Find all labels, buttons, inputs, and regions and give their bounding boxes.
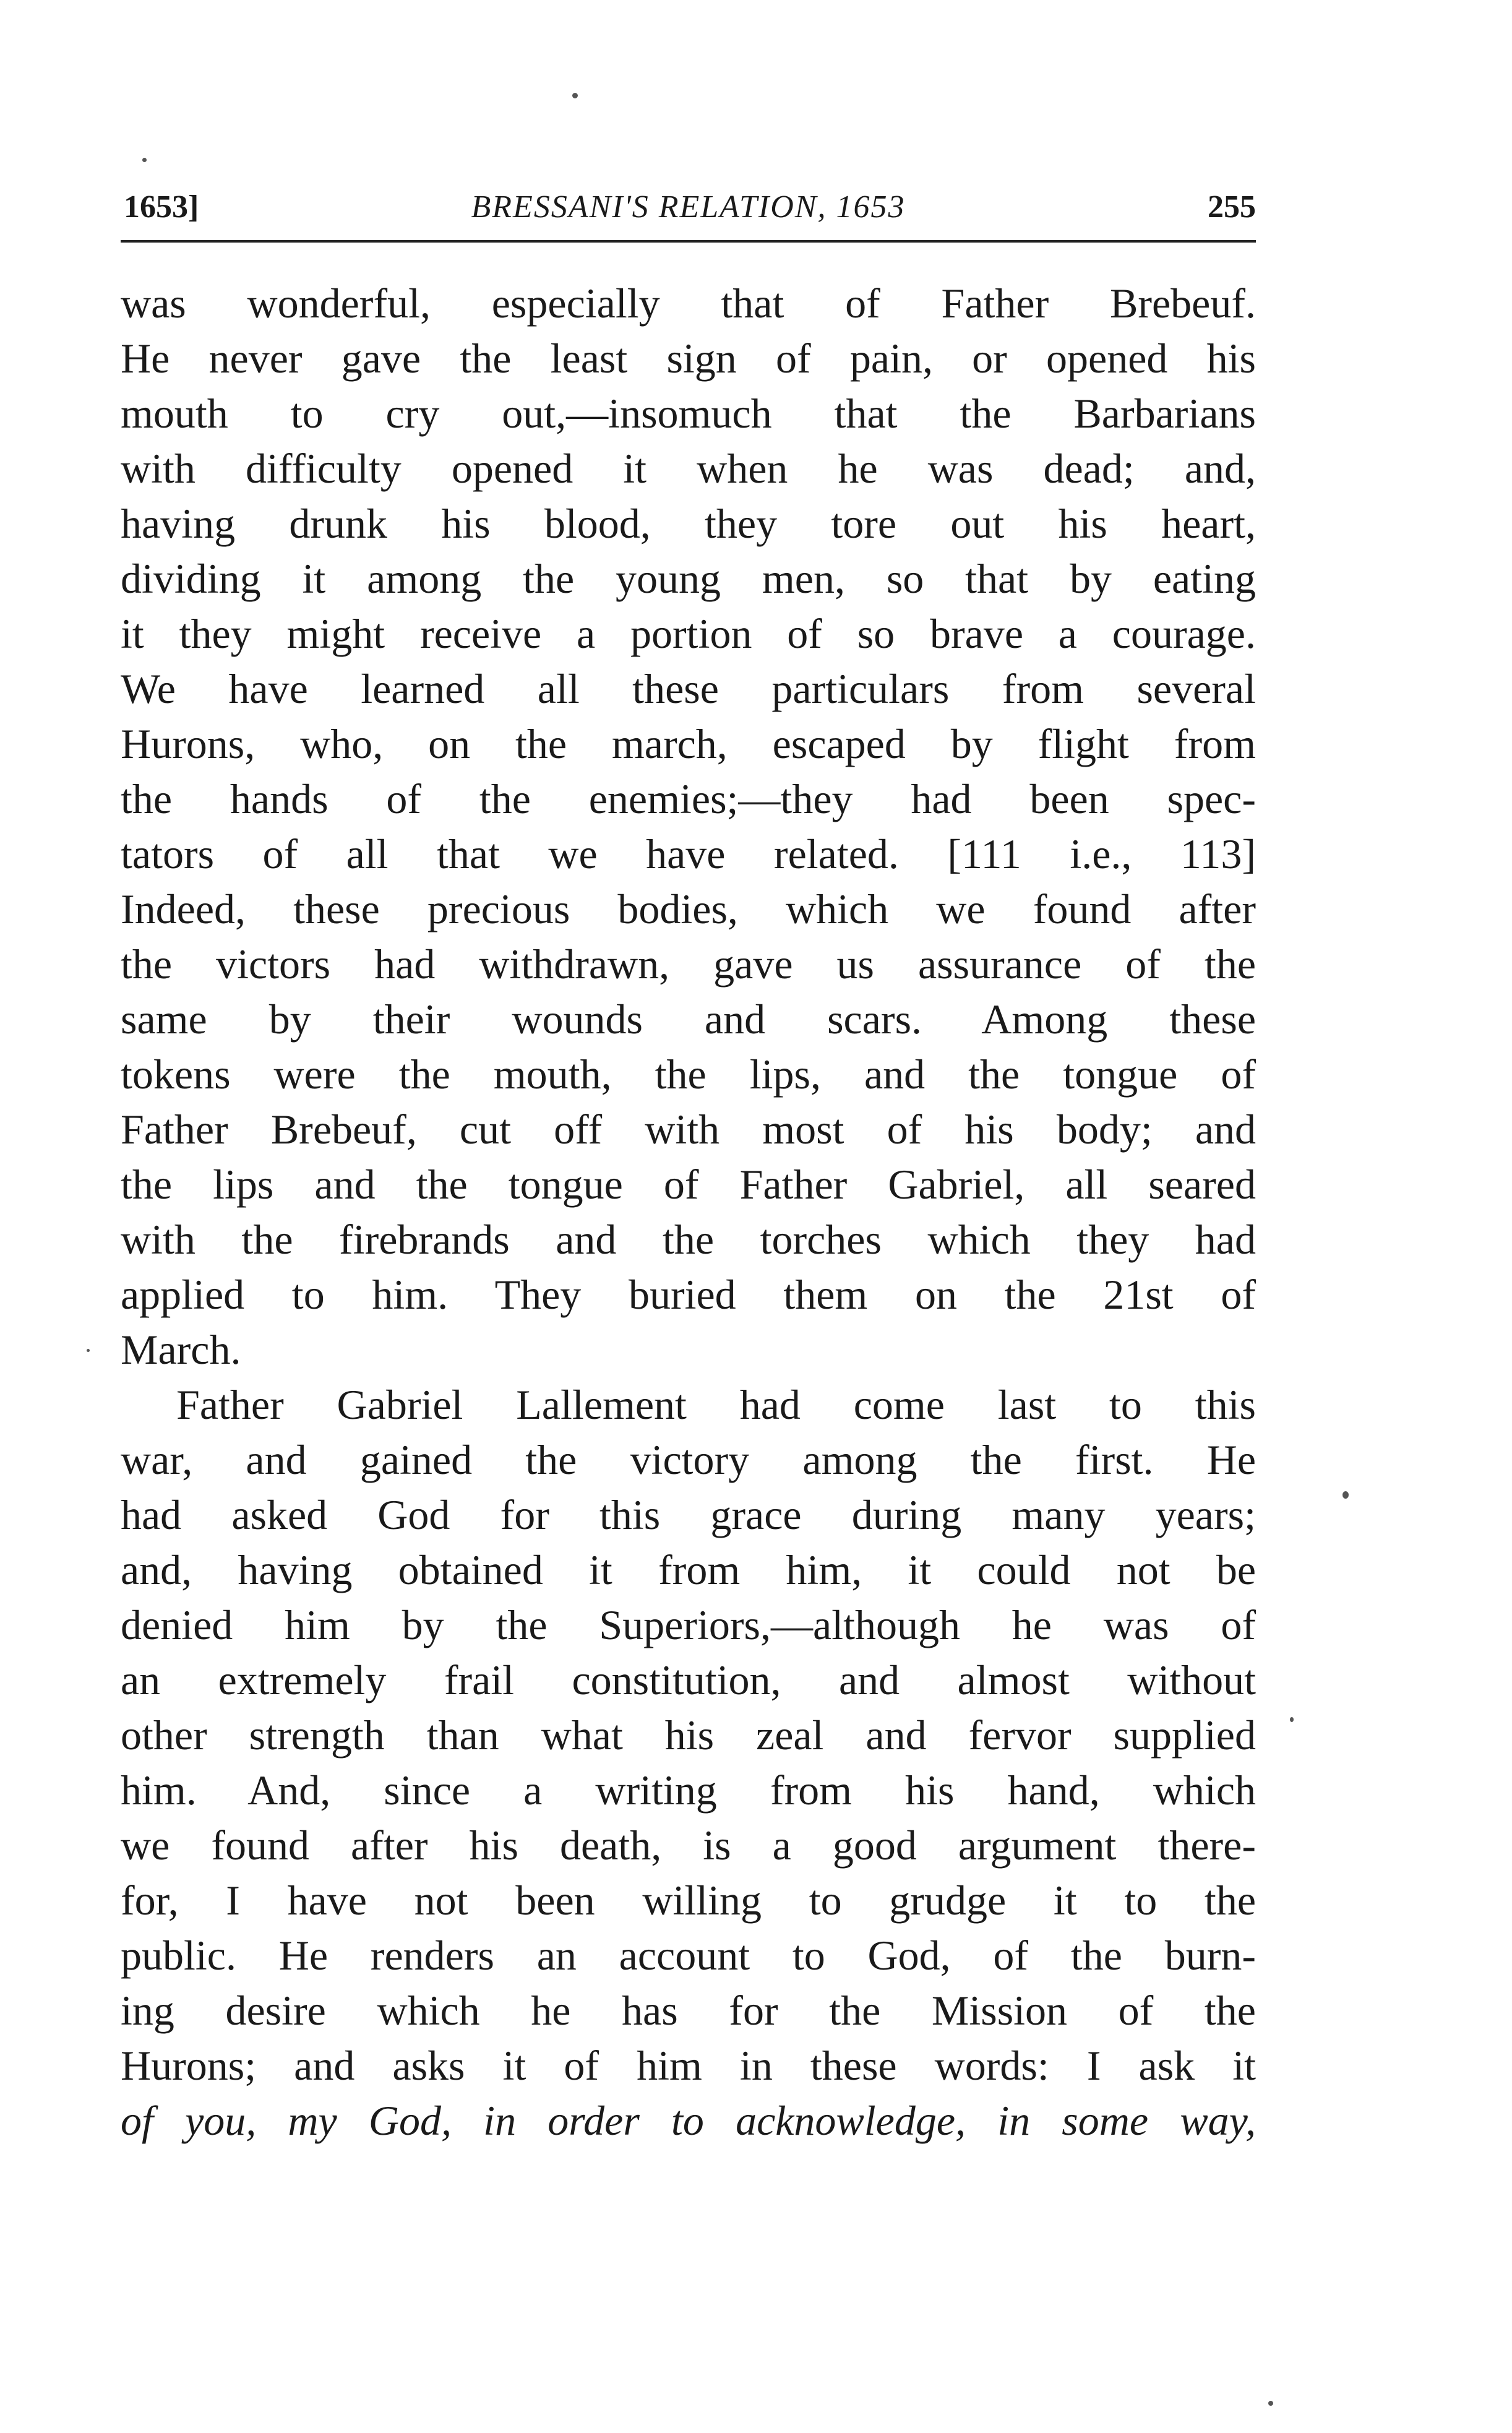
print-speck <box>87 1349 90 1352</box>
text-line: the lips and the tongue of Father Gabriel, all seared <box>121 1161 1256 1208</box>
text-line: public. He renders an account to God, of the burn- <box>121 1932 1256 1979</box>
text-line: He never gave the least sign of pain, or opened his <box>121 335 1256 382</box>
text-line: an extremely frail constitution, and almost without <box>121 1656 1256 1703</box>
text-line: and, having obtained it from him, it could not be <box>121 1546 1256 1593</box>
page-number: 255 <box>1208 189 1256 225</box>
text-line: Hurons, who, on the march, escaped by flight from <box>121 720 1256 767</box>
text-line: ing desire which he has for the Mission of the <box>121 1987 1256 2034</box>
paragraph-start-line: Father Gabriel Lallement had come last to this <box>176 1381 1256 1428</box>
text-line: war, and gained the victory among the first. He <box>121 1436 1256 1483</box>
text-line: tokens were the mouth, the lips, and the tongue of <box>121 1051 1256 1098</box>
text-line: we found after his death, is a good argument there- <box>121 1822 1256 1869</box>
text-line: it they might receive a portion of so brave a courage. <box>121 610 1256 657</box>
text-line: Hurons; and asks it of him in these words: I ask it <box>121 2042 1256 2089</box>
print-speck <box>1290 1717 1294 1722</box>
text-line: dividing it among the young men, so that by eating <box>121 555 1256 602</box>
text-line: applied to him. They buried them on the 21st of <box>121 1271 1256 1318</box>
print-speck <box>142 158 147 162</box>
text-line: with the firebrands and the torches which they had <box>121 1216 1256 1263</box>
print-speck <box>572 93 578 98</box>
print-speck <box>1268 2401 1273 2406</box>
text-line: was wonderful, especially that of Father Brebeuf. <box>121 280 1256 327</box>
body-text <box>121 276 1256 2148</box>
text-line: tators of all that we have related. [111 i.e., 113] <box>121 830 1256 877</box>
text-line: denied him by the Superiors,—although he was of <box>121 1601 1256 1648</box>
text-line: the victors had withdrawn, gave us assurance of the <box>121 941 1256 988</box>
running-head <box>121 186 1256 243</box>
text-line: same by their wounds and scars. Among these <box>121 996 1256 1043</box>
text-line: the hands of the enemies;—they had been spec- <box>121 775 1256 822</box>
text-line: March. <box>121 1326 241 1373</box>
text-line: with difficulty opened it when he was dead; and, <box>121 445 1256 492</box>
text-line: him. And, since a writing from his hand, which <box>121 1767 1256 1814</box>
book-page <box>121 186 1256 2148</box>
text-line: having drunk his blood, they tore out his heart, <box>121 500 1256 547</box>
header-year: 1653] <box>124 189 199 225</box>
print-speck <box>1342 1491 1349 1499</box>
text-line: Indeed, these precious bodies, which we found after <box>121 885 1256 932</box>
text-line: Father Brebeuf, cut off with most of his body; and <box>121 1106 1256 1153</box>
text-line: mouth to cry out,—insomuch that the Barbarians <box>121 390 1256 437</box>
text-line: for, I have not been willing to grudge it to the <box>121 1877 1256 1924</box>
italic-text-line: of you, my God, in order to acknowledge, in some way, <box>121 2097 1256 2144</box>
text-line: We have learned all these particulars from several <box>121 665 1256 712</box>
text-line: other strength than what his zeal and fervor supplied <box>121 1712 1256 1759</box>
header-title: BRESSANI'S RELATION, 1653 <box>471 189 906 225</box>
text-line: had asked God for this grace during many years; <box>121 1491 1256 1538</box>
